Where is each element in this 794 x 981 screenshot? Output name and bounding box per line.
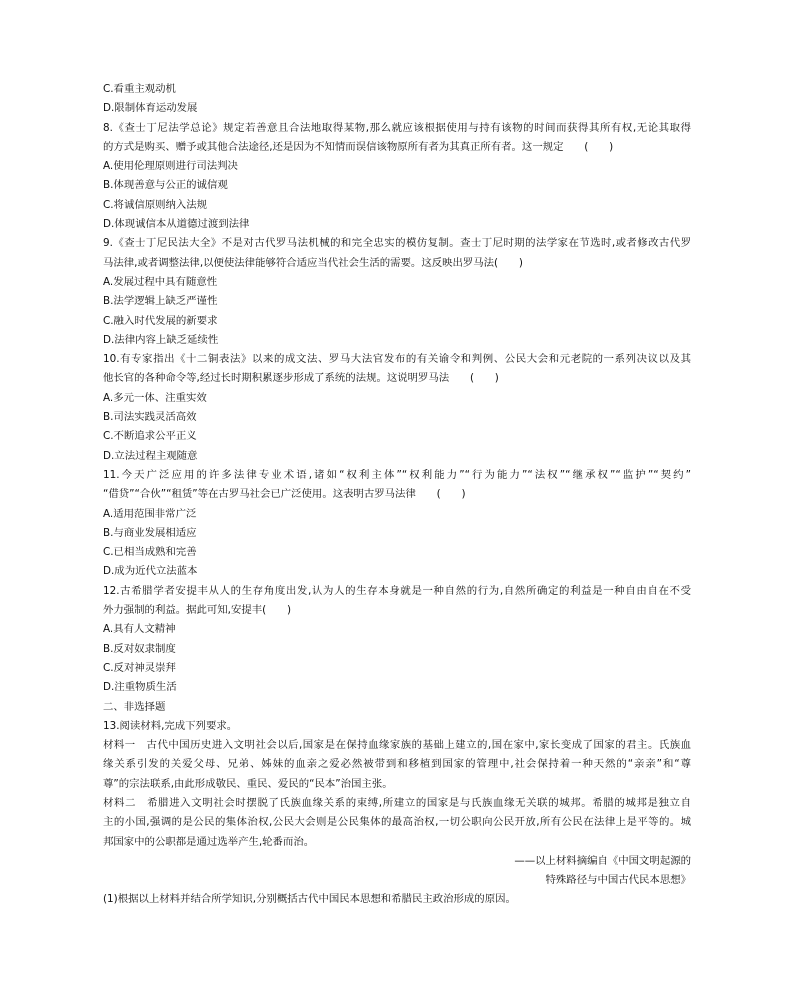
q10-stem-line-2: 他长官的各种命令等,经过长时期积累逐步形成了系统的法规。这说明罗马法 ( ) [103,372,499,385]
q11-stem-line-2: “借贷”“合伙”“租赁”等在古罗马社会已广泛使用。这表明古罗马法律 ( ) [103,488,466,501]
q10-option-a: A.多元一体、注重实效 [103,391,207,404]
q10-option-c: C.不断追求公平正义 [103,430,197,443]
q8-option-b: B.体现善意与公正的诚信观 [103,179,228,192]
q10-stem-line-1: 10.有专家指出《十二铜表法》以来的成文法、罗马大法官发布的有关谕令和判例、公民大会和元老院的一系列决议以及其 [103,353,691,366]
q11-stem-line-1: 11.今天广泛应用的许多法律专业术语,诸如“权利主体”“权利能力”“行为能力”“法权”“继承权”“监护”“契约” [103,468,691,481]
material-1-line-2: 缘关系引发的关爱父母、兄弟、姊妹的血亲之爱必然被带到和移植到国家的管理中,社会保持着一种天然的“亲亲”和“尊 [103,758,691,771]
q9-option-b: B.法学逻辑上缺乏严谨性 [103,295,218,308]
q11-option-d: D.成为近代立法蓝本 [103,565,198,578]
q8-option-d: D.体现诚信本从道德过渡到法律 [103,218,250,231]
q9-option-d: D.法律内容上缺乏延续性 [103,333,219,346]
material-2-line-3: 邦国家中的公职都是通过选举产生,轮番而治。 [103,835,315,848]
q11-option-b: B.与商业发展相适应 [103,526,197,539]
q11-option-c: C.已相当成熟和完善 [103,546,197,559]
q11-option-a: A.适用范围非常广泛 [103,507,197,520]
q13-stem: 13.阅读材料,完成下列要求。 [103,719,238,732]
material-1-line-3: 尊”的宗法联系,由此形成敬民、重民、爱民的“民本”治国主张。 [103,777,393,790]
material-1-line-1: 材料一 古代中国历史进入文明社会以后,国家是在保持血缘家族的基础上建立的,国在家中,家长变成了国家的君主。氏族血 [103,739,691,752]
q9-option-a: A.发展过程中具有随意性 [103,275,218,288]
q8-option-c: C.将诚信原则纳入法规 [103,198,208,211]
q8-stem-line-2: 的方式是购买、赠予或其他合法途径,还是因为不知情而误信该物原所有者为其真正所有者。这一规定 ( ) [103,140,614,153]
material-2-line-2: 主的小国,强调的是公民的集体治权,公民大会则是公民集体的最高治权,一切公职向公民开放,所有公民在法律上是平等的。城 [103,816,691,829]
q12-stem-line-1: 12.古希腊学者安提丰从人的生存角度出发,认为人的生存本身就是一种自然的行为,自然所确定的利益是一种自由自在不受 [103,584,691,597]
q12-option-a: A.具有人文精神 [103,623,176,636]
exam-page [103,80,691,910]
q8-stem-line-1: 8.《查士丁尼法学总论》规定若善意且合法地取得某物,那么就应该根据使用与持有该物的时间而获得其所有权,无论其取得 [103,121,691,134]
section-heading: 二、非选择题 [103,700,166,713]
q9-stem-line-1: 9.《查士丁尼民法大全》不是对古代罗马法机械的和完全忠实的模仿复制。查士丁尼时期的法学家在节选时,或者修改古代罗 [103,237,691,250]
q10-option-d: D.立法过程主观随意 [103,449,198,462]
q7-option-c: C.看重主观动机 [103,83,176,95]
q9-option-c: C.融入时代发展的新要求 [103,314,218,327]
material-2-line-1: 材料二 希腊进入文明社会时摆脱了氏族血缘关系的束缚,所建立的国家是与氏族血缘无关联的城邦。希腊的城邦是独立自 [103,796,691,809]
q12-stem-line-2: 外力强制的利益。据此可知,安提丰( ) [103,604,292,617]
q8-option-a: A.使用伦理原则进行司法判决 [103,160,238,173]
q7-option-d: D.限制体育运动发展 [103,102,198,115]
q10-option-b: B.司法实践灵活高效 [103,411,197,424]
source-citation-line-1: ——以上材料摘编自《中国文明起源的 [514,854,691,867]
requirement-1: (1)根据以上材料并结合所学知识,分别概括古代中国民本思想和希腊民主政治形成的原因。 [103,893,516,906]
q12-option-c: C.反对神灵崇拜 [103,661,176,674]
source-citation-line-2: 特殊路径与中国古代民本思想》 [545,874,691,887]
q9-stem-line-2: 马法律,或者调整法律,以便使法律能够符合适应当代社会生活的需要。这反映出罗马法( ) [103,256,523,269]
q12-option-b: B.反对奴隶制度 [103,642,176,655]
q12-option-d: D.注重物质生活 [103,681,177,694]
